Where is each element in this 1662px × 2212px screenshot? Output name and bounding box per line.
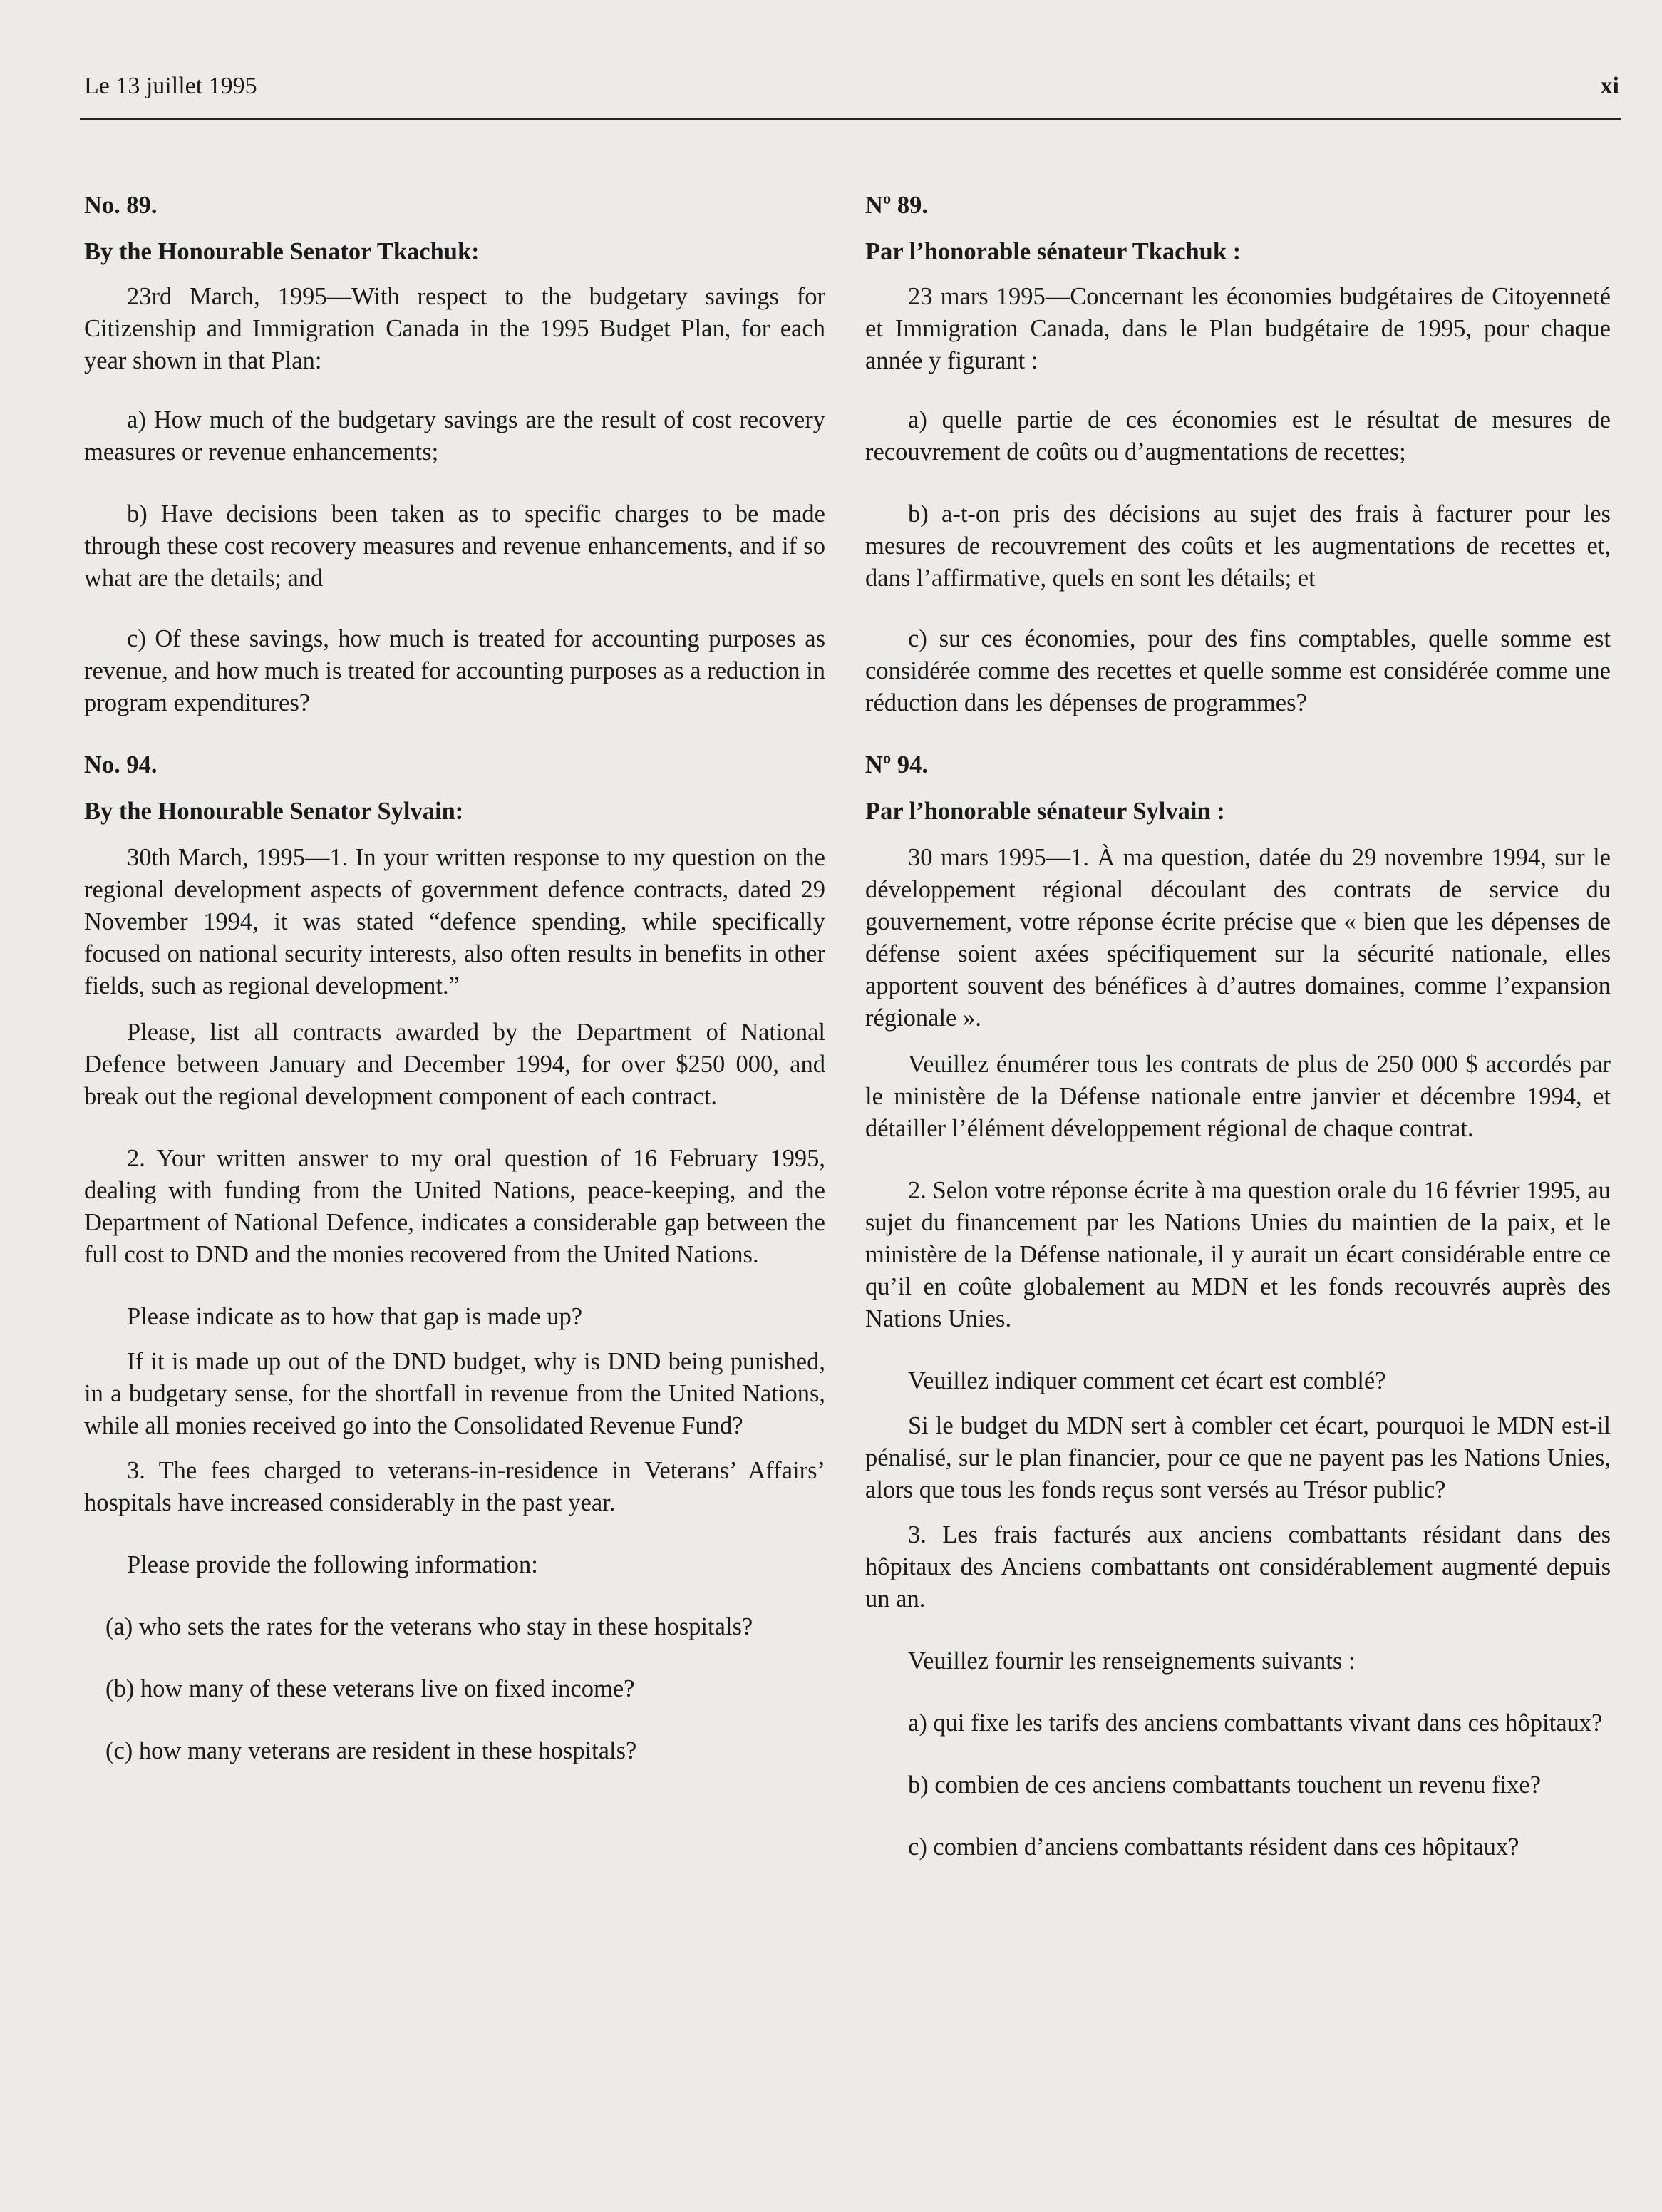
question-number: No. 89. bbox=[84, 192, 158, 219]
senator-heading: Par l’honorable sénateur Sylvain : bbox=[865, 798, 1225, 825]
question-paragraph: 2. Selon votre réponse écrite à ma question orale du 16 février 1995, au sujet du financement par les Nations Unies du maintien de la paix, et le ministère de la Défense nationale, il y aurait un écart considérable entre ce qu’il en coûte globalement au MDN et les fonds recouvrés auprès des Nations Unies. bbox=[865, 1177, 1611, 1332]
english-column bbox=[84, 190, 825, 1767]
question-item-b: b) combien de ces anciens combattants touchent un revenu fixe? bbox=[908, 1771, 1542, 1799]
question-paragraph: 30th March, 1995—1. In your written response to my question on the regional development aspects of government defence contracts, dated 29 November 1994, it was stated “defence spending, while specifically focused on national security interests, also often results in benefits in other fields, such as regional development.” bbox=[84, 844, 825, 999]
question-item-c: (c) how many veterans are resident in these hospitals? bbox=[105, 1737, 637, 1764]
question-number: No. 94. bbox=[84, 751, 158, 778]
question-item-a: a) qui fixe les tarifs des anciens combattants vivant dans ces hôpitaux? bbox=[908, 1709, 1603, 1737]
header-date: Le 13 juillet 1995 bbox=[84, 73, 257, 99]
question-paragraph: Veuillez indiquer comment cet écart est comblé? bbox=[908, 1367, 1386, 1394]
question-paragraph: Si le budget du MDN sert à combler cet écart, pourquoi le MDN est-il pénalisé, sur le plan financier, pour ce que ne payent pas les Nations Unies, alors que tous les fonds reçus sont versés au Trésor public? bbox=[865, 1412, 1611, 1503]
question-item-a: a) How much of the budgetary savings are the result of cost recovery measures or revenue enhancements; bbox=[84, 406, 825, 465]
question-item-c: c) combien d’anciens combattants résident dans ces hôpitaux? bbox=[908, 1833, 1519, 1861]
question-paragraph: Veuillez énumérer tous les contrats de plus de 250 000 $ accordés par le ministère de la Défense nationale entre janvier et décembre 1994, et détailler l’élément développement régional de chaque contrat. bbox=[865, 1051, 1611, 1142]
question-paragraph: Veuillez fournir les renseignements suivants : bbox=[908, 1647, 1356, 1675]
question-paragraph: Please, list all contracts awarded by the Department of National Defence between January and December 1994, for over $250 000, and break out the regional development component of each contract. bbox=[84, 1019, 825, 1110]
question-paragraph: 30 mars 1995—1. À ma question, datée du 29 novembre 1994, sur le développement régional découlant des contrats de service du gouvernement, votre réponse écrite précise que « bien que les dépenses de défense soient axées spécifiquement sur la sécurité nationale, elles apportent souvent des bénéfices à d’autres domaines, comme l’expansion régionale ». bbox=[865, 844, 1611, 1032]
question-number: Nº 89. bbox=[865, 192, 929, 219]
question-intro: 23 mars 1995—Concernant les économies budgétaires de Citoyenneté et Immigration Canada, dans le Plan budgétaire de 1995, pour chaque année y figurant : bbox=[865, 283, 1611, 374]
question-item-b: b) a-t-on pris des décisions au sujet des frais à facturer pour les mesures de recouvrement des coûts et les augmentations de recettes et, dans l’affirmative, quels en sont les détails; et bbox=[865, 500, 1611, 592]
question-item-a: (a) who sets the rates for the veterans who stay in these hospitals? bbox=[105, 1613, 753, 1640]
header-page-number: xi bbox=[1600, 73, 1619, 99]
question-number: Nº 94. bbox=[865, 751, 929, 778]
page-header bbox=[84, 73, 1619, 114]
question-intro: 23rd March, 1995—With respect to the budgetary savings for Citizenship and Immigration Canada in the 1995 Budget Plan, for each year shown in that Plan: bbox=[84, 283, 825, 374]
question-paragraph: Please provide the following information: bbox=[127, 1551, 538, 1578]
question-item-c: c) Of these savings, how much is treated for accounting purposes as revenue, and how much is treated for accounting purposes as a reduction in program expenditures? bbox=[84, 625, 825, 716]
question-paragraph: If it is made up out of the DND budget, why is DND being punished, in a budgetary sense, for the shortfall in revenue from the United Nations, while all monies received go into the Consolidated Revenue Fund? bbox=[84, 1348, 825, 1439]
senator-heading: Par l’honorable sénateur Tkachuk : bbox=[865, 238, 1242, 265]
question-paragraph: 2. Your written answer to my oral question of 16 February 1995, dealing with funding from the United Nations, peace-keeping, and the Department of National Defence, indicates a considerable gap between the full cost to DND and the monies recovered from the United Nations. bbox=[84, 1145, 825, 1268]
header-rule bbox=[80, 118, 1621, 120]
question-item-b: (b) how many of these veterans live on fixed income? bbox=[105, 1675, 635, 1702]
question-paragraph: 3. Les frais facturés aux anciens combattants résidant dans des hôpitaux des Anciens combattants ont considérablement augmenté depuis un an. bbox=[865, 1521, 1611, 1612]
french-column bbox=[865, 190, 1611, 1863]
question-paragraph: Please indicate as to how that gap is made up? bbox=[127, 1303, 583, 1330]
question-paragraph: 3. The fees charged to veterans-in-residence in Veterans’ Affairs’ hospitals have increased considerably in the past year. bbox=[84, 1457, 825, 1516]
question-item-b: b) Have decisions been taken as to specific charges to be made through these cost recovery measures and revenue enhancements, and if so what are the details; and bbox=[84, 500, 825, 592]
senator-heading: By the Honourable Senator Sylvain: bbox=[84, 798, 464, 825]
senator-heading: By the Honourable Senator Tkachuk: bbox=[84, 238, 480, 265]
question-item-c: c) sur ces économies, pour des fins comptables, quelle somme est considérée comme des recettes et quelle somme est considérée comme une réduction dans les dépenses de programmes? bbox=[865, 625, 1611, 716]
question-item-a: a) quelle partie de ces économies est le résultat de mesures de recouvrement de coûts ou d’augmentations de recettes; bbox=[865, 406, 1611, 465]
